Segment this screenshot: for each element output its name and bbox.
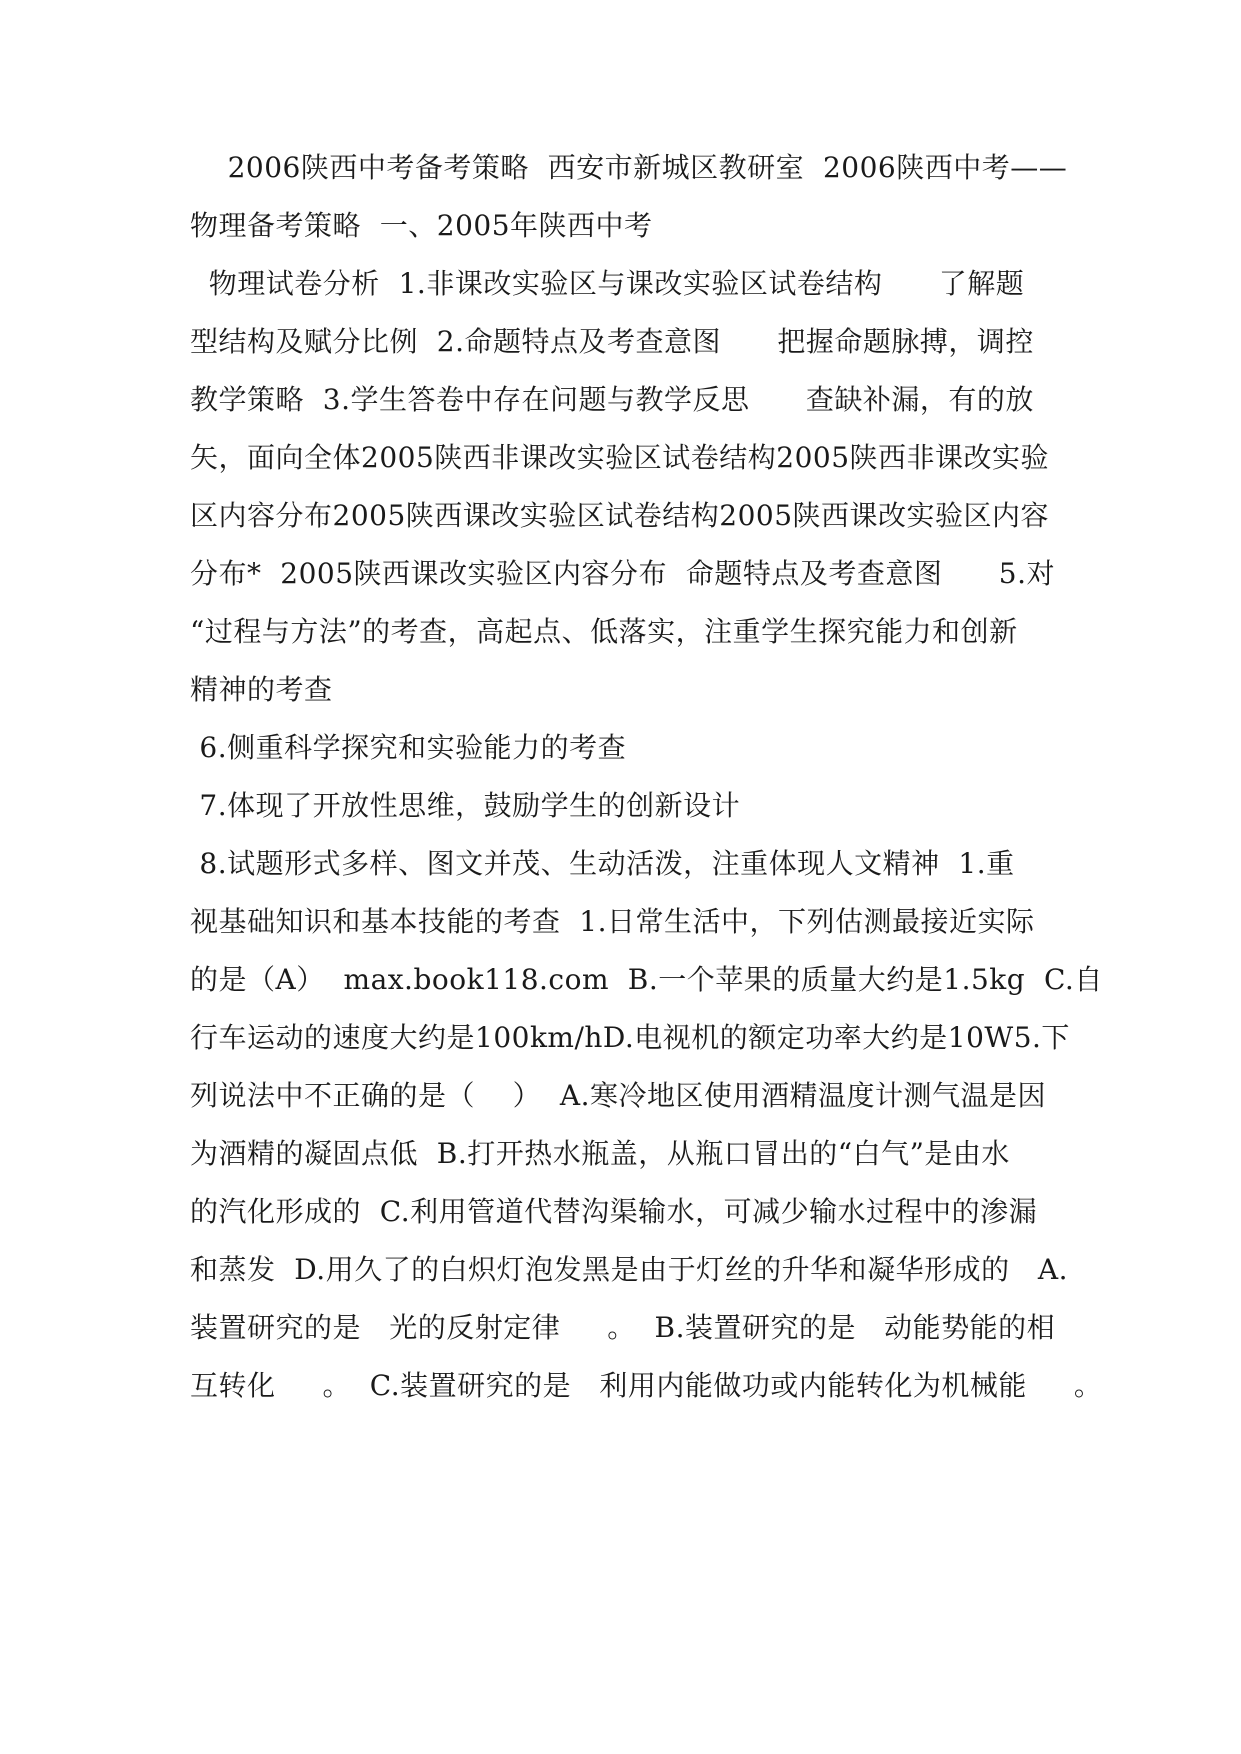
text-line: 的是（A） max.book118.com B.一个苹果的质量大约是1.5kg C.自 xyxy=(190,963,1103,996)
text-line: 7.体现了开放性思维，鼓励学生的创新设计 xyxy=(190,789,741,822)
text-line: 列说法中不正确的是（ ） A.寒冷地区使用酒精温度计测气温是因 xyxy=(190,1079,1047,1112)
text-line: 分布* 2005陕西课改实验区内容分布 命题特点及考查意图 5.对 xyxy=(190,557,1055,590)
text-line: 型结构及赋分比例 2.命题特点及考查意图 把握命题脉搏，调控 xyxy=(190,325,1034,358)
text-line: “过程与方法”的考查，高起点、低落实，注重学生探究能力和创新 xyxy=(190,615,1018,648)
text-line: 视基础知识和基本技能的考查 1.日常生活中，下列估测最接近实际 xyxy=(190,905,1035,938)
text-line: 互转化 。 C.装置研究的是 利用内能做功或内能转化为机械能 。 xyxy=(190,1369,1103,1402)
text-line: 2006陕西中考备考策略 西安市新城区教研室 2006陕西中考—— xyxy=(190,151,1068,184)
text-line: 和蒸发 D.用久了的白炽灯泡发黑是由于灯丝的升华和凝华形成的 A. xyxy=(190,1253,1068,1286)
text-line: 矢，面向全体2005陕西非课改实验区试卷结构2005陕西非课改实验 xyxy=(190,441,1050,474)
text-line: 为酒精的凝固点低 B.打开热水瓶盖，从瓶口冒出的“白气”是由水 xyxy=(190,1137,1010,1170)
text-line: 6.侧重科学探究和实验能力的考查 xyxy=(190,731,627,764)
text-line: 区内容分布2005陕西课改实验区试卷结构2005陕西课改实验区内容 xyxy=(190,499,1050,532)
text-line: 精神的考查 xyxy=(190,673,333,706)
text-line: 行车运动的速度大约是100km/hD.电视机的额定功率大约是10W5.下 xyxy=(190,1021,1070,1054)
text-line: 8.试题形式多样、图文并茂、生动活泼，注重体现人文精神 1.重 xyxy=(190,847,1015,880)
text-line: 装置研究的是 光的反射定律 。 B.装置研究的是 动能势能的相 xyxy=(190,1311,1056,1344)
text-line: 物理备考策略 一、2005年陕西中考 xyxy=(190,209,653,242)
text-line: 教学策略 3.学生答卷中存在问题与教学反思 查缺补漏，有的放 xyxy=(190,383,1034,416)
text-line: 的汽化形成的 C.利用管道代替沟渠输水，可减少输水过程中的渗漏 xyxy=(190,1195,1038,1228)
text-line: 物理试卷分析 1.非课改实验区与课改实验区试卷结构 了解题 xyxy=(190,267,1025,300)
